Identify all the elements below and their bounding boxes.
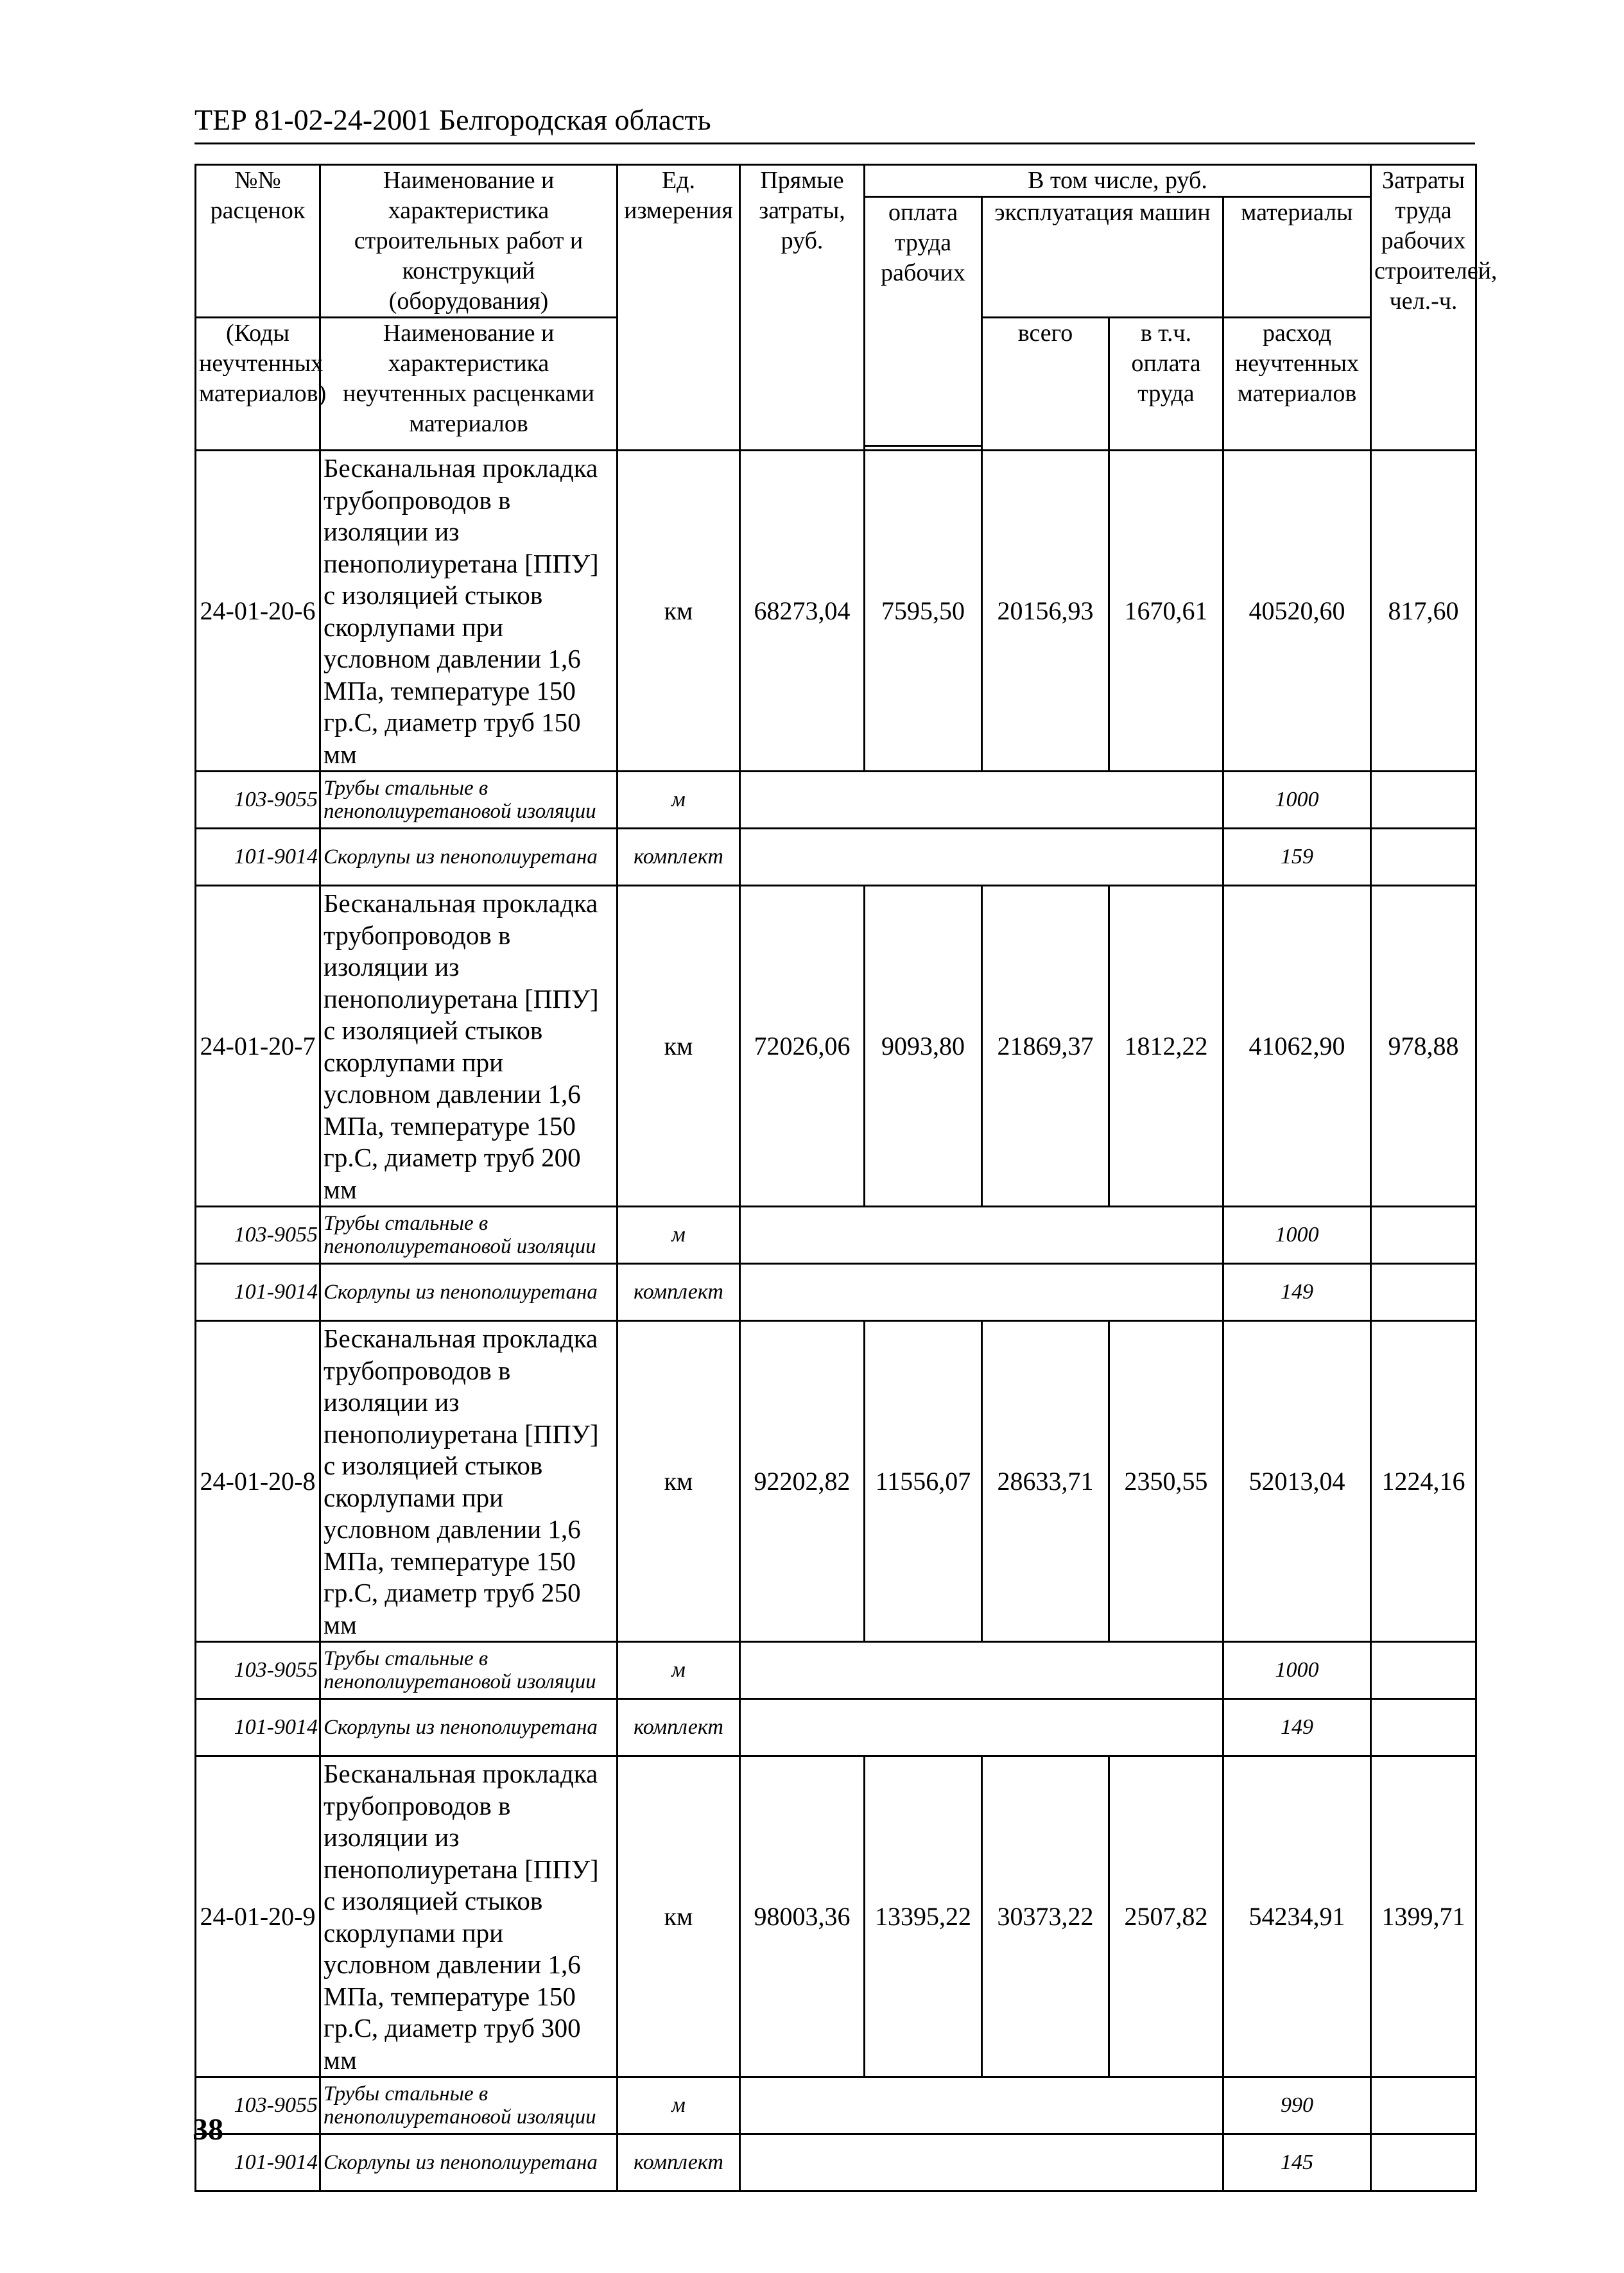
material-quantity: 149 <box>1223 1264 1371 1321</box>
material-code: 103-9055 <box>196 2077 320 2134</box>
material-quantity: 1000 <box>1223 772 1371 829</box>
rate-unit: км <box>618 1321 740 1642</box>
direct-costs: 98003,36 <box>740 1756 865 2077</box>
material-row <box>196 772 1476 829</box>
rate-row <box>196 1321 1476 1642</box>
material-quantity: 990 <box>1223 2077 1371 2134</box>
material-code: 101-9014 <box>196 2134 320 2191</box>
rate-unit: км <box>618 886 740 1207</box>
material-name: Трубы стальные в пенополиуретановой изоляции <box>320 772 618 829</box>
machines-total: 20156,93 <box>982 451 1109 772</box>
machines-labor-pay: 1812,22 <box>1109 886 1223 1207</box>
rate-description: Бесканальная прокладка трубопроводов в изоляции из пенополиуретана [ППУ] с изоляцией стыков скорлупами при условном давлении 1,6 МПа, температуре 150 гр.С, диаметр труб 150 мм <box>320 451 618 772</box>
rate-code: 24-01-20-7 <box>196 886 320 1207</box>
material-row <box>196 1642 1476 1699</box>
rate-description: Бесканальная прокладка трубопроводов в изоляции из пенополиуретана [ППУ] с изоляцией стыков скорлупами при условном давлении 1,6 МПа, температуре 150 гр.С, диаметр труб 250 мм <box>320 1321 618 1642</box>
col-header-labor-pay: оплата труда рабочих <box>865 197 982 446</box>
rate-code: 24-01-20-8 <box>196 1321 320 1642</box>
material-blank <box>740 1699 1223 1756</box>
machines-labor-pay: 2350,55 <box>1109 1321 1223 1642</box>
materials-cost: 54234,91 <box>1223 1756 1371 2077</box>
material-code: 103-9055 <box>196 1207 320 1264</box>
material-blank-hours <box>1371 829 1476 886</box>
rate-description: Бесканальная прокладка трубопроводов в изоляции из пенополиуретана [ППУ] с изоляцией стыков скорлупами при условном давлении 1,6 МПа, температуре 150 гр.С, диаметр труб 200 мм <box>320 886 618 1207</box>
material-row <box>196 1264 1476 1321</box>
material-code: 103-9055 <box>196 1642 320 1699</box>
direct-costs: 68273,04 <box>740 451 865 772</box>
material-quantity: 1000 <box>1223 1642 1371 1699</box>
col-header-incl: В том числе, руб. <box>865 165 1371 197</box>
material-blank <box>740 1264 1223 1321</box>
material-blank-hours <box>1371 1699 1476 1756</box>
material-blank-hours <box>1371 1264 1476 1321</box>
material-blank <box>740 772 1223 829</box>
machines-total: 30373,22 <box>982 1756 1109 2077</box>
col-header-mat-consumption: расход неучтенных материалов <box>1223 318 1371 451</box>
rate-unit: км <box>618 1756 740 2077</box>
material-unit: комплект <box>618 1699 740 1756</box>
material-unit: комплект <box>618 1264 740 1321</box>
material-unit: комплект <box>618 2134 740 2191</box>
rate-row <box>196 886 1476 1207</box>
col-header-unit: Ед. измерения <box>618 165 740 451</box>
labor-pay: 9093,80 <box>865 886 982 1207</box>
rate-description: Бесканальная прокладка трубопроводов в изоляции из пенополиуретана [ППУ] с изоляцией стыков скорлупами при условном давлении 1,6 МПа, температуре 150 гр.С, диаметр труб 300 мм <box>320 1756 618 2077</box>
material-row <box>196 829 1476 886</box>
machines-total: 21869,37 <box>982 886 1109 1207</box>
header-divider <box>194 143 1475 144</box>
machines-total: 28633,71 <box>982 1321 1109 1642</box>
material-quantity: 149 <box>1223 1699 1371 1756</box>
page-number: 38 <box>193 2113 223 2147</box>
material-blank-hours <box>1371 2077 1476 2134</box>
direct-costs: 72026,06 <box>740 886 865 1207</box>
rate-code: 24-01-20-9 <box>196 1756 320 2077</box>
material-name: Скорлупы из пенополиуретана <box>320 1264 618 1321</box>
material-blank-hours <box>1371 2134 1476 2191</box>
page-header-title: ТЕР 81-02-24-2001 Белгородская область <box>194 103 711 136</box>
rate-row <box>196 451 1476 772</box>
material-name: Скорлупы из пенополиуретана <box>320 2134 618 2191</box>
materials-cost: 41062,90 <box>1223 886 1371 1207</box>
machines-labor-pay: 1670,61 <box>1109 451 1223 772</box>
labor-pay: 13395,22 <box>865 1756 982 2077</box>
material-row <box>196 1207 1476 1264</box>
material-blank <box>740 829 1223 886</box>
labor-hours: 1224,16 <box>1371 1321 1476 1642</box>
material-code: 101-9014 <box>196 829 320 886</box>
labor-hours: 1399,71 <box>1371 1756 1476 2077</box>
col-header-materials: материалы <box>1223 197 1371 318</box>
col-header-code: №№ расценок <box>196 165 320 318</box>
material-unit: м <box>618 772 740 829</box>
rate-unit: км <box>618 451 740 772</box>
rate-row <box>196 1756 1476 2077</box>
material-quantity: 159 <box>1223 829 1371 886</box>
material-quantity: 145 <box>1223 2134 1371 2191</box>
material-name: Трубы стальные в пенополиуретановой изоляции <box>320 2077 618 2134</box>
material-unit: м <box>618 2077 740 2134</box>
materials-cost: 40520,60 <box>1223 451 1371 772</box>
labor-hours: 978,88 <box>1371 886 1476 1207</box>
material-row <box>196 1699 1476 1756</box>
material-row <box>196 2134 1476 2191</box>
col-header-name: Наименование и характеристика строительных работ и конструкций (оборудования) <box>320 165 618 318</box>
material-code: 101-9014 <box>196 1264 320 1321</box>
col-header-mat-code: (Коды неучтенных материалов) <box>196 318 320 451</box>
labor-pay: 11556,07 <box>865 1321 982 1642</box>
material-unit: м <box>618 1207 740 1264</box>
material-name: Скорлупы из пенополиуретана <box>320 1699 618 1756</box>
labor-hours: 817,60 <box>1371 451 1476 772</box>
material-row <box>196 2077 1476 2134</box>
material-unit: м <box>618 1642 740 1699</box>
direct-costs: 92202,82 <box>740 1321 865 1642</box>
material-blank <box>740 2134 1223 2191</box>
rate-code: 24-01-20-6 <box>196 451 320 772</box>
col-header-mat-name: Наименование и характеристика неучтенных расценками материалов <box>320 318 618 451</box>
col-header-direct: Прямые затраты, руб. <box>740 165 865 451</box>
material-unit: комплект <box>618 829 740 886</box>
col-header-labor-hours: Затраты труда рабочих строителей, чел.-ч. <box>1371 165 1476 451</box>
material-name: Трубы стальные в пенополиуретановой изоляции <box>320 1207 618 1264</box>
rates-table <box>194 164 1498 2192</box>
material-blank <box>740 1207 1223 1264</box>
material-blank <box>740 2077 1223 2134</box>
material-blank-hours <box>1371 1207 1476 1264</box>
material-blank-hours <box>1371 772 1476 829</box>
labor-pay: 7595,50 <box>865 451 982 772</box>
materials-cost: 52013,04 <box>1223 1321 1371 1642</box>
material-name: Скорлупы из пенополиуретана <box>320 829 618 886</box>
material-blank <box>740 1642 1223 1699</box>
material-name: Трубы стальные в пенополиуретановой изоляции <box>320 1642 618 1699</box>
material-code: 103-9055 <box>196 772 320 829</box>
col-header-machines: эксплуатация машин <box>982 197 1223 318</box>
material-code: 101-9014 <box>196 1699 320 1756</box>
machines-labor-pay: 2507,82 <box>1109 1756 1223 2077</box>
col-header-machines-pay: в т.ч. оплата труда <box>1109 318 1223 451</box>
material-quantity: 1000 <box>1223 1207 1371 1264</box>
col-header-machines-total: всего <box>982 318 1109 451</box>
material-blank-hours <box>1371 1642 1476 1699</box>
